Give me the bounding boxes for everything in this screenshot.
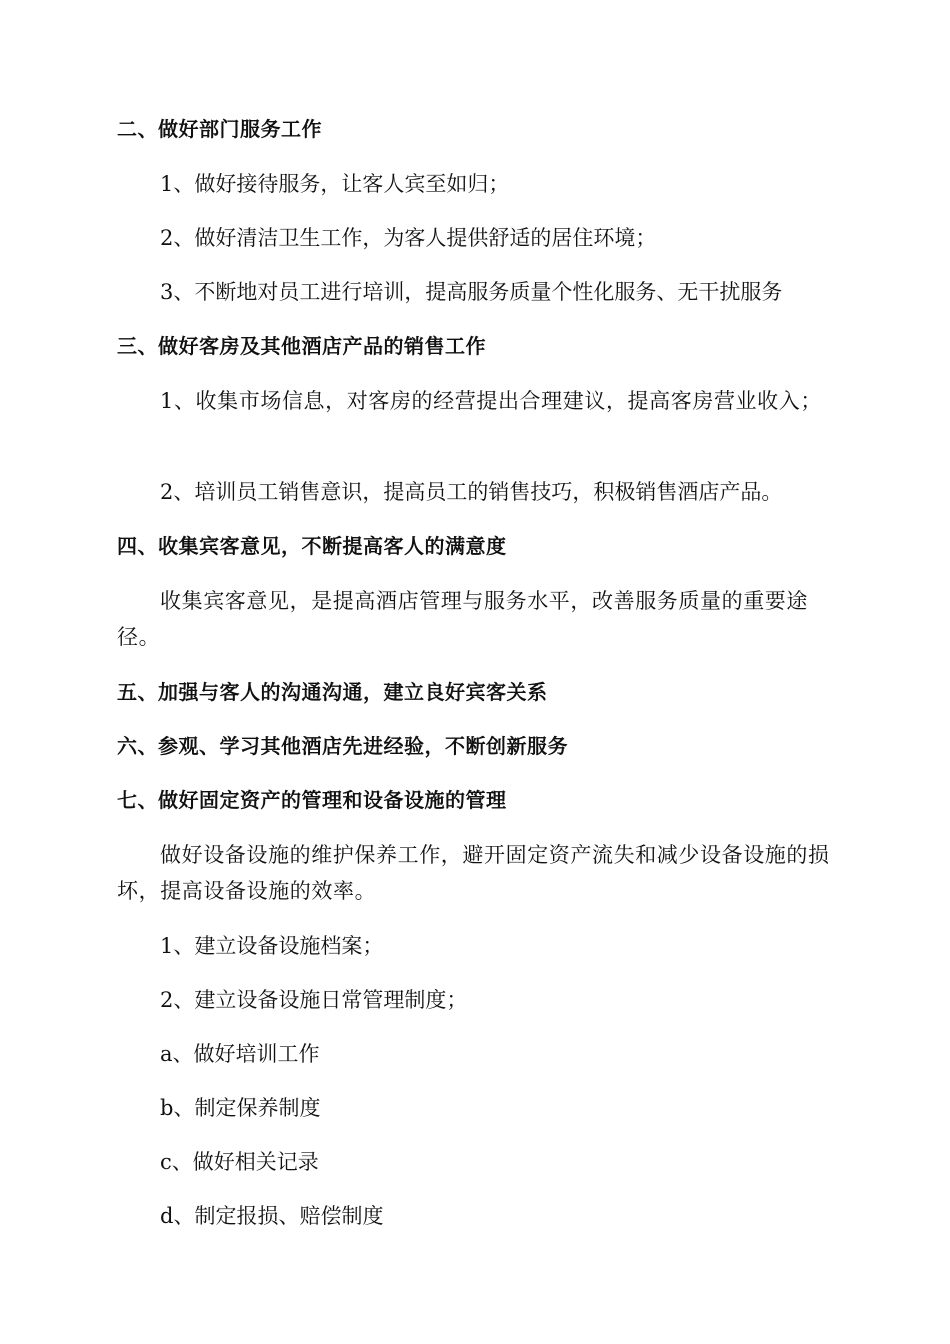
section-paragraph: 收集宾客意见，是提高酒店管理与服务水平，改善服务质量的重要途径。 [117,589,808,649]
sub-list-item: b、制定保养制度 [160,1096,321,1120]
list-item: 3、不断地对员工进行培训，提高服务质量个性化服务、无干扰服务 [160,280,783,304]
list-item: 1、建立设备设施档案； [160,934,384,958]
list-item: 2、建立设备设施日常管理制度； [160,988,468,1012]
section-heading-4: 四、收集宾客意见，不断提高客人的满意度 [117,534,507,558]
section-heading-2: 二、做好部门服务工作 [117,117,322,141]
sub-list-item: d、制定报损、赔偿制度 [160,1204,384,1228]
sub-list-item: c、做好相关记录 [160,1150,319,1174]
sub-list-item: a、做好培训工作 [160,1042,320,1066]
section-heading-3: 三、做好客房及其他酒店产品的销售工作 [117,334,486,358]
list-item: 2、培训员工销售意识，提高员工的销售技巧，积极销售酒店产品。 [160,480,783,504]
list-item: 1、做好接待服务，让客人宾至如归； [160,172,510,196]
section-heading-6: 六、参观、学习其他酒店先进经验，不断创新服务 [117,734,568,758]
section-paragraph: 做好设备设施的维护保养工作，避开固定资产流失和减少设备设施的损坏，提高设备设施的效率。 [117,843,830,903]
list-item: 2、做好清洁卫生工作，为客人提供舒适的居住环境； [160,226,657,250]
list-item: 1、收集市场信息，对客房的经营提出合理建议，提高客房营业收入； [160,389,822,413]
section-heading-7: 七、做好固定资产的管理和设备设施的管理 [117,788,507,812]
section-heading-5: 五、加强与客人的沟通沟通，建立良好宾客关系 [117,680,548,704]
